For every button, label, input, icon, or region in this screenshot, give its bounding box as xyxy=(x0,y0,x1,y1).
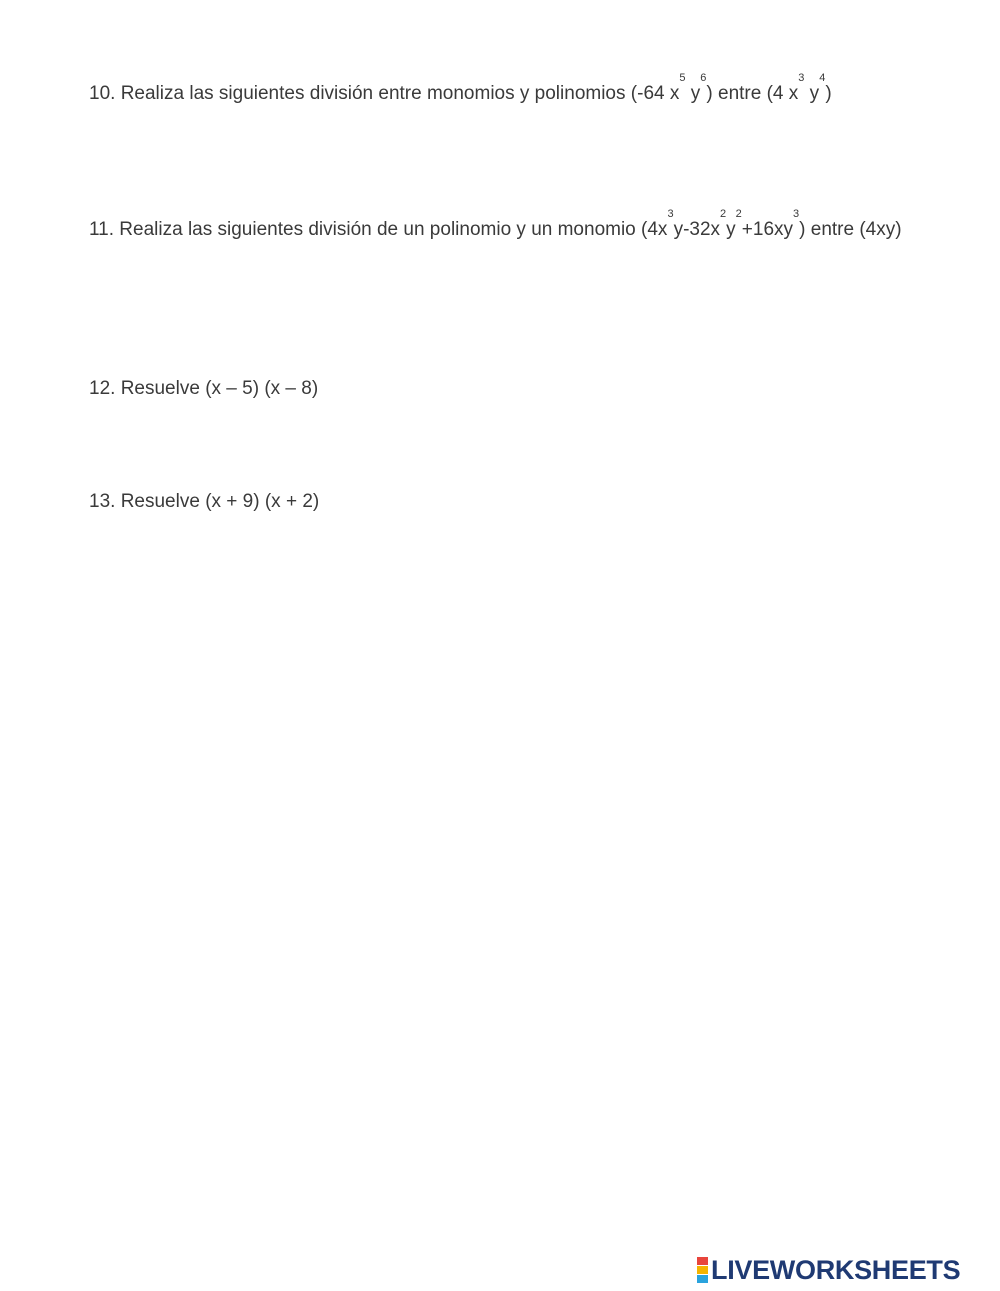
question-10 xyxy=(89,72,929,106)
question-text: Realiza las siguientes división entre monomios y polinomios xyxy=(120,83,626,104)
question-text: Realiza las siguientes división de un polinomio y un monomio xyxy=(119,219,636,240)
logo-block-yellow xyxy=(697,1266,708,1274)
question-number: 13. xyxy=(89,491,116,512)
math-expression: (x – 5) (x – 8) xyxy=(205,378,319,399)
liveworksheets-logo-icon xyxy=(697,1257,708,1283)
math-expression: (x + 9) (x + 2) xyxy=(205,491,320,512)
question-13 xyxy=(89,490,929,514)
question-12 xyxy=(89,377,929,401)
question-number: 12. xyxy=(89,378,116,399)
question-number: 11. xyxy=(89,219,115,240)
question-number: 10. xyxy=(89,83,116,104)
liveworksheets-brand xyxy=(697,1256,960,1284)
math-expression: $(4x^3y-32x^2y^2+16xy^3)$ entre (4xy) xyxy=(641,208,902,240)
question-text: Resuelve xyxy=(120,378,200,399)
logo-block-red xyxy=(697,1257,708,1265)
brand-name: LIVEWORKSHEETS xyxy=(711,1255,961,1285)
question-11 xyxy=(89,208,929,242)
math-expression: (-64 $x^5$ $y^6$) entre (4 $x^3$ $y^4$) xyxy=(630,72,832,104)
question-text: Resuelve xyxy=(120,491,200,512)
logo-block-blue xyxy=(697,1275,708,1283)
